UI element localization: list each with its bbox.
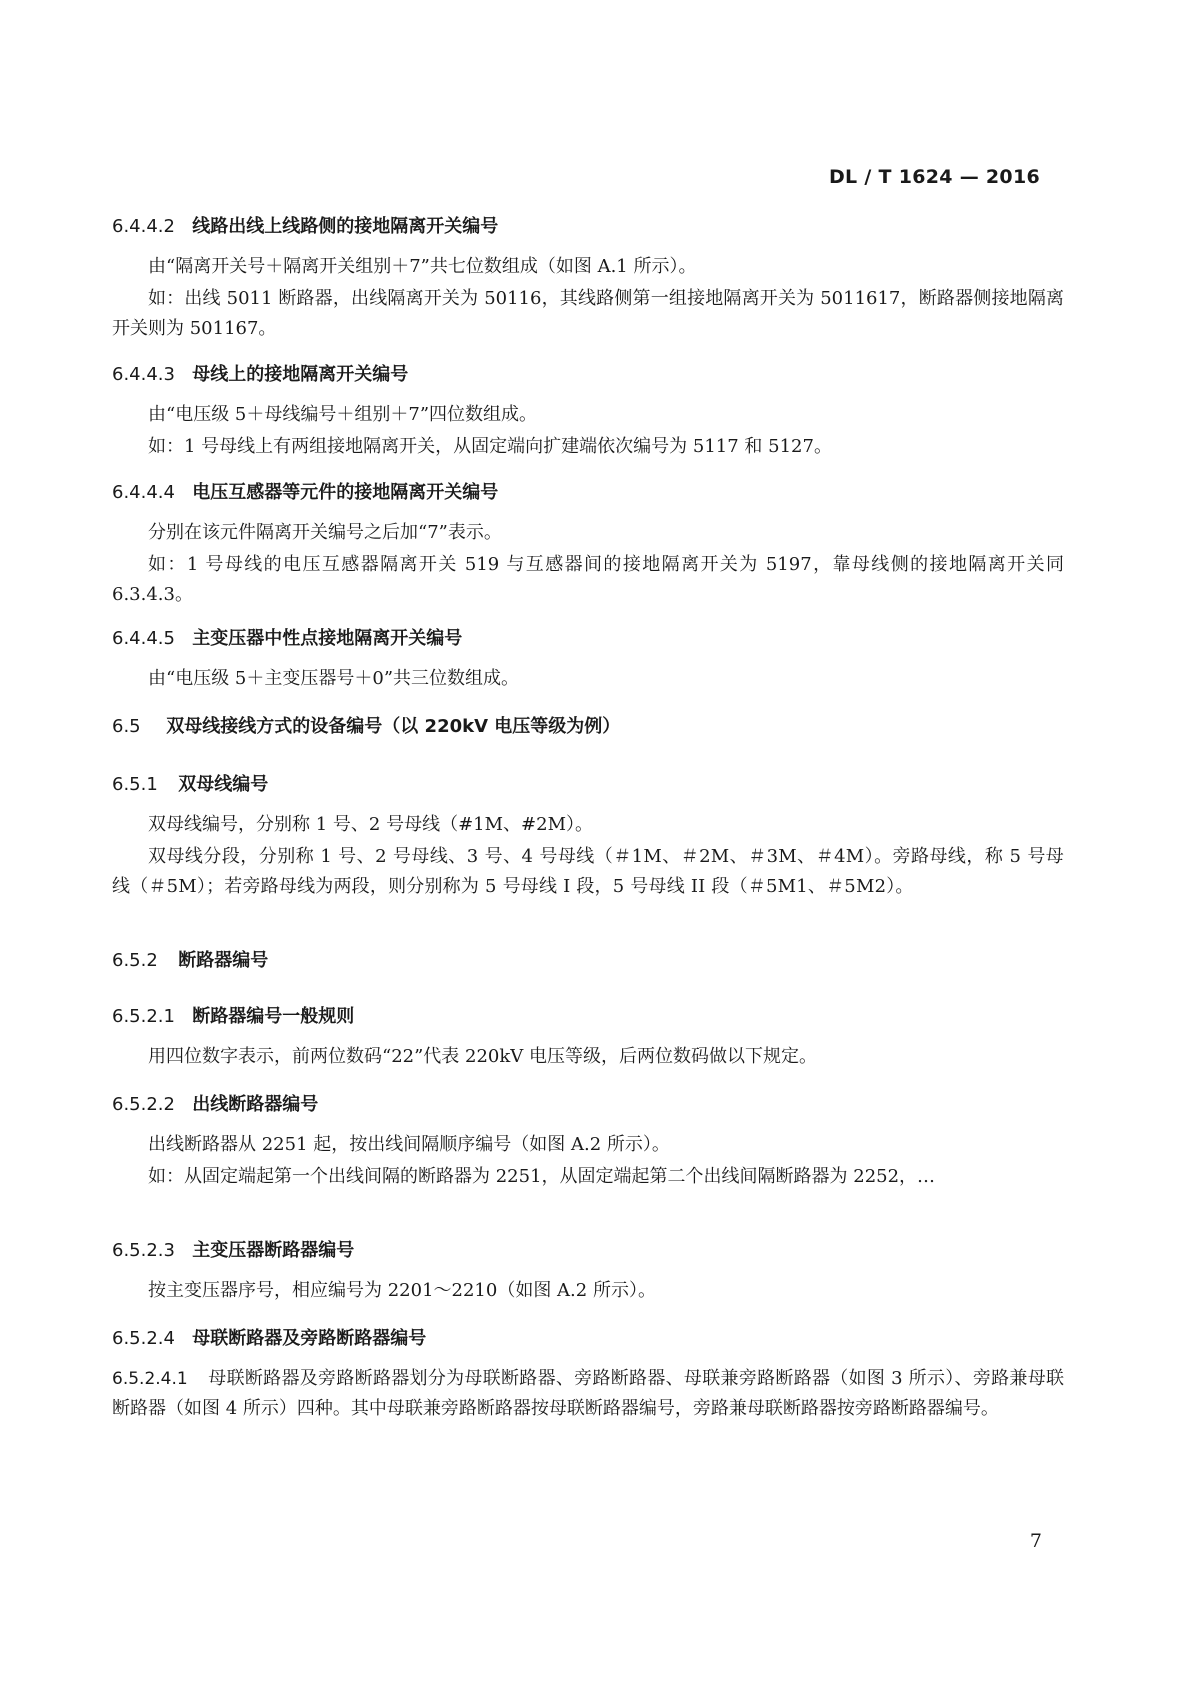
heading-number: 6.5 — [112, 716, 141, 737]
heading-title: 断路器编号一般规则 — [192, 1006, 355, 1027]
heading-6-4-4-4 — [112, 478, 498, 504]
heading-number: 6.5.2.4 — [112, 1328, 175, 1349]
heading-title: 母联断路器及旁路断路器编号 — [192, 1328, 427, 1349]
paragraph: 由“电压级 5＋主变压器号＋0”共三位数组成。 — [148, 668, 520, 689]
heading-title: 母线上的接地隔离开关编号 — [192, 364, 409, 385]
heading-number: 6.5.2.3 — [112, 1240, 175, 1261]
heading-6-5-2 — [112, 946, 268, 972]
paragraph: 如：1 号母线的电压互感器隔离开关 519 与互感器间的接地隔离开关为 5197，靠母线侧的接地隔离开关同 6.3.4.3。 — [112, 554, 1064, 605]
heading-6-4-4-2 — [112, 212, 498, 238]
paragraph: 出线断路器从 2251 起，按出线间隔顺序编号（如图 A.2 所示）。 — [148, 1134, 670, 1155]
heading-title: 断路器编号 — [178, 950, 269, 971]
paragraph: 如：从固定端起第一个出线间隔的断路器为 2251，从固定端起第二个出线间隔断路器为 2252，… — [148, 1166, 936, 1187]
heading-number: 6.4.4.4 — [112, 482, 175, 503]
heading-title: 电压互感器等元件的接地隔离开关编号 — [192, 482, 499, 503]
paragraph: 双母线编号，分别称 1 号、2 号母线（#1M、#2M）。 — [148, 814, 593, 835]
heading-6-5 — [112, 712, 620, 738]
heading-title: 线路出线上线路侧的接地隔离开关编号 — [192, 216, 499, 237]
heading-number: 6.4.4.3 — [112, 364, 175, 385]
heading-title: 出线断路器编号 — [192, 1094, 319, 1115]
heading-6-5-2-4 — [112, 1324, 426, 1350]
heading-number: 6.5.2.2 — [112, 1094, 175, 1115]
paragraph: 分别在该元件隔离开关编号之后加“7”表示。 — [148, 522, 502, 543]
paragraph: 由“隔离开关号＋隔离开关组别＋7”共七位数组成（如图 A.1 所示）。 — [148, 256, 697, 277]
paragraph: 如：1 号母线上有两组接地隔离开关，从固定端向扩建端依次编号为 5117 和 5127。 — [148, 436, 832, 457]
heading-6-5-1 — [112, 770, 268, 796]
paragraph: 由“电压级 5＋母线编号＋组别＋7”四位数组成。 — [148, 404, 538, 425]
heading-6-4-4-5 — [112, 624, 462, 650]
page-number: 7 — [1029, 1530, 1042, 1552]
heading-number: 6.5.2 — [112, 950, 158, 971]
clause-number: 6.5.2.4.1 — [112, 1369, 188, 1389]
heading-6-5-2-3 — [112, 1236, 354, 1262]
heading-title: 主变压器中性点接地隔离开关编号 — [192, 628, 463, 649]
heading-6-5-2-1 — [112, 1002, 354, 1028]
heading-number: 6.4.4.2 — [112, 216, 175, 237]
heading-title: 双母线接线方式的设备编号（以 220kV 电压等级为例） — [166, 716, 621, 737]
heading-title: 双母线编号 — [178, 774, 269, 795]
paragraph: 双母线分段，分别称 1 号、2 号母线、3 号、4 号母线（＃1M、＃2M、＃3M、＃4M）。旁路母线，称 5 号母线（＃5M）；若旁路母线为两段，则分别称为 5 号母线 I 段，5 号母线 II 段（＃5M1、＃5M2）。 — [112, 846, 1064, 897]
heading-number: 6.5.1 — [112, 774, 158, 795]
paragraph: 按主变压器序号，相应编号为 2201～2210（如图 A.2 所示）。 — [148, 1280, 656, 1301]
heading-6-5-2-2 — [112, 1090, 318, 1116]
heading-number: 6.4.4.5 — [112, 628, 175, 649]
heading-number: 6.5.2.1 — [112, 1006, 175, 1027]
paragraph: 如：出线 5011 断路器，出线隔离开关为 50116，其线路侧第一组接地隔离开关为 5011617，断路器侧接地隔离开关则为 501167。 — [112, 288, 1064, 339]
standard-code: DL / T 1624 — 2016 — [828, 166, 1040, 188]
heading-title: 主变压器断路器编号 — [192, 1240, 355, 1261]
paragraph: 用四位数字表示，前两位数码“22”代表 220kV 电压等级，后两位数码做以下规定。 — [148, 1046, 818, 1067]
heading-6-4-4-3 — [112, 360, 408, 386]
clause-text: 母联断路器及旁路断路器划分为母联断路器、旁路断路器、母联兼旁路断路器（如图 3 所示）、旁路兼母联断路器（如图 4 所示）四种。其中母联兼旁路断路器按母联断路器编号，旁路兼母联断路器按旁路断路器编号。 — [112, 1368, 1064, 1419]
numbered-paragraph-6-5-2-4-1 — [112, 1364, 1064, 1424]
